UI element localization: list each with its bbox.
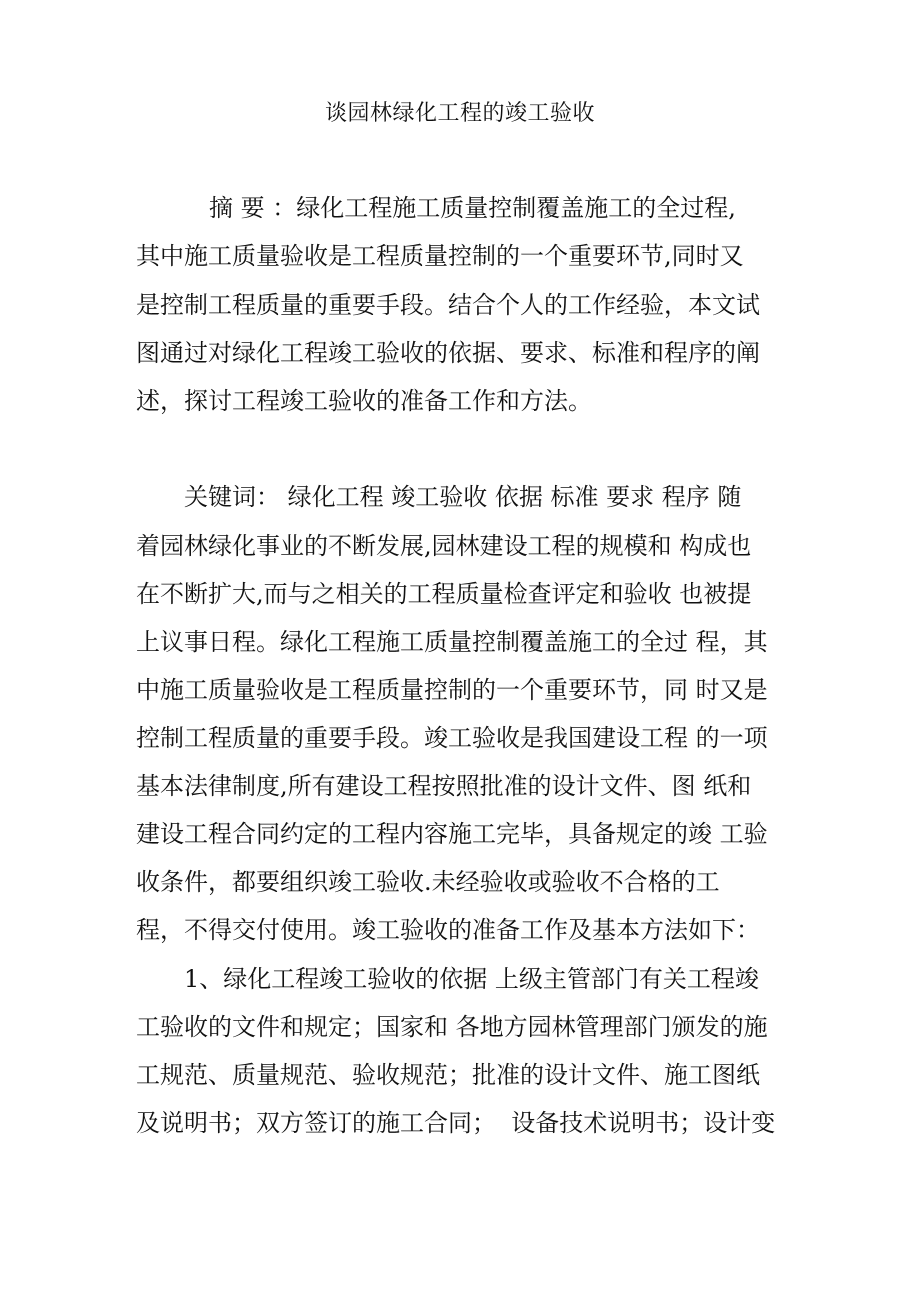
body-line: 在不断扩大,而与之相关的工程质量检查评定和验收 也被提 bbox=[136, 580, 752, 608]
body-line: 关键词： 绿化工程 竣工验收 依据 标准 要求 程序 随 bbox=[184, 483, 742, 511]
body-line: 上议事日程。绿化工程施工质量控制覆盖施工的全过 程，其 bbox=[136, 628, 768, 656]
body-line: 基本法律制度,所有建设工程按照批准的设计文件、图 纸和 bbox=[136, 772, 752, 800]
body-line: 程，不得交付使用。竣工验收的准备工作及基本方法如下： bbox=[136, 916, 760, 944]
body-line: 工规范、质量规范、验收规范；批准的设计文件、施工图纸 bbox=[136, 1061, 760, 1089]
body-line: 中施工质量验收是工程质量控制的一个重要环节，同 时又是 bbox=[136, 676, 768, 704]
body-line: 建设工程合同约定的工程内容施工完毕，具备规定的竣 工验 bbox=[136, 820, 768, 848]
abstract-line: 是控制工程质量的重要手段。结合个人的工作经验，本文试 bbox=[136, 291, 760, 319]
body-line: 1、绿化工程竣工验收的依据 上级主管部门有关工程竣 bbox=[184, 965, 759, 993]
body-line: 着园林绿化事业的不断发展,园林建设工程的规模和 构成也 bbox=[136, 532, 752, 560]
body-line: 及说明书；双方签订的施工合同； 设备技术说明书；设计变 bbox=[136, 1109, 776, 1137]
body-line: 控制工程质量的重要手段。竣工验收是我国建设工程 的一项 bbox=[136, 724, 768, 752]
document-title: 谈园林绿化工程的竣工验收 bbox=[324, 101, 595, 126]
abstract-line: 摘 要 ：绿化工程施工质量控制覆盖施工的全过程, bbox=[209, 194, 736, 222]
abstract-line: 图通过对绿化工程竣工验收的依据、要求、标准和程序的阐 bbox=[136, 339, 760, 367]
abstract-line: 其中施工质量验收是工程质量控制的一个重要环节,同时又 bbox=[136, 242, 744, 270]
abstract-line: 述，探讨工程竣工验收的准备工作和方法。 bbox=[136, 387, 592, 415]
body-line: 工验收的文件和规定；国家和 各地方园林管理部门颁发的施 bbox=[136, 1013, 768, 1041]
body-line: 收条件，都要组织竣工验收.未经验收或验收不合格的工 bbox=[136, 868, 720, 896]
